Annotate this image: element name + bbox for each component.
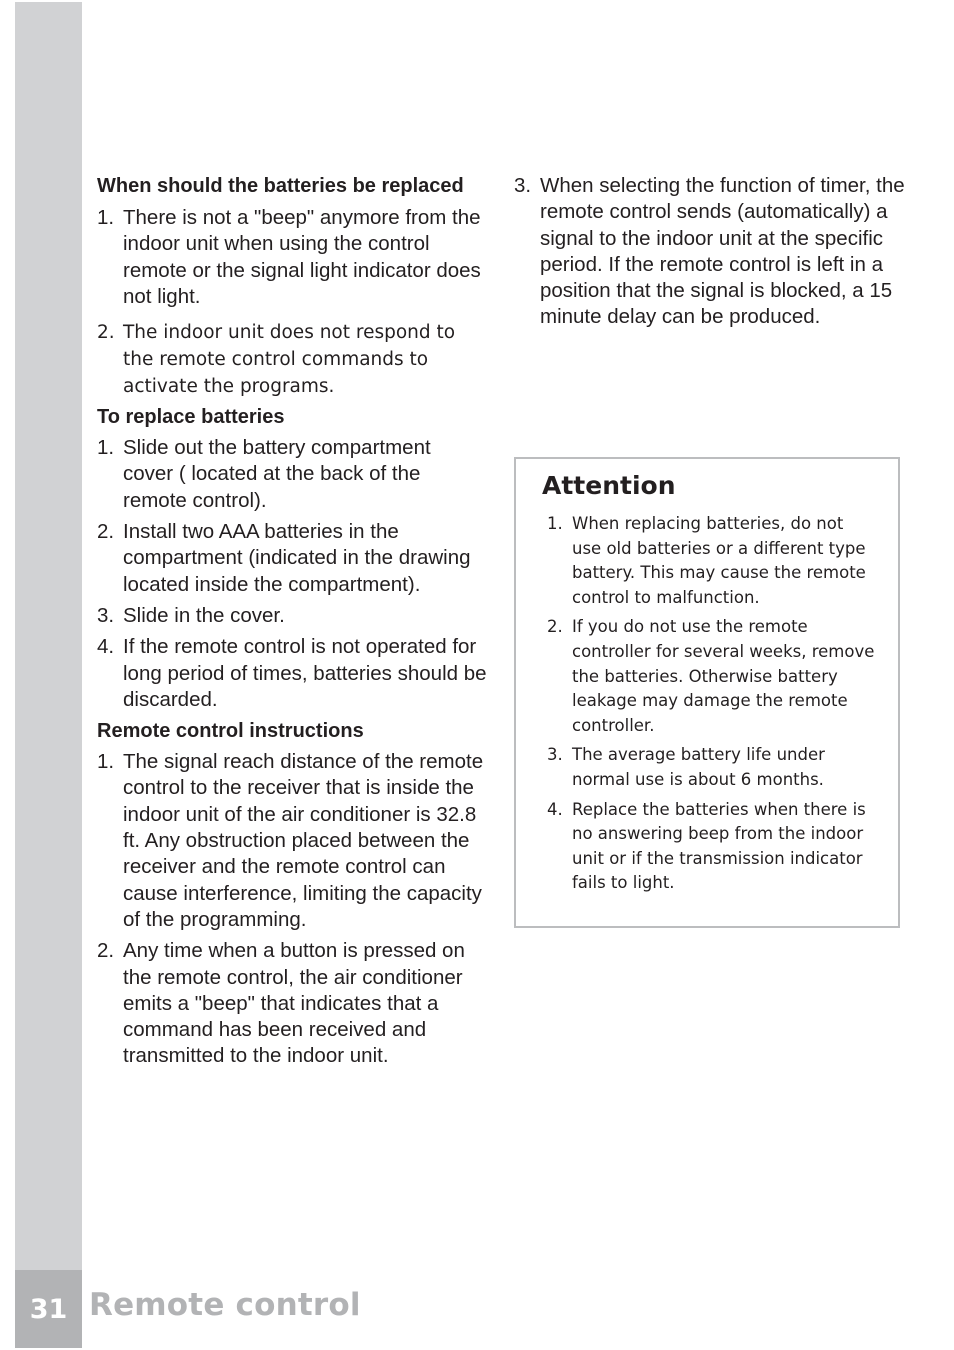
- left-column: [97, 173, 487, 1070]
- list-item: [97, 435, 487, 514]
- replace-when-list: [97, 205, 487, 400]
- list-item: [547, 512, 877, 610]
- list-item: [97, 319, 487, 400]
- item-text: Slide out the battery compartment cover ( located at the back of the remote control).: [123, 436, 431, 512]
- attention-box: [514, 457, 900, 928]
- instructions-list: [97, 749, 487, 1070]
- item-number: 1.: [97, 206, 115, 229]
- item-number: 2.: [97, 322, 115, 344]
- item-number: 4.: [547, 799, 563, 819]
- section-title: Remote control: [89, 1287, 361, 1323]
- to-replace-list: [97, 435, 487, 713]
- item-number: 3.: [547, 745, 563, 765]
- item-text: The average battery life under normal use is about 6 months.: [572, 745, 825, 789]
- item-text: Any time when a button is pressed on the remote control, the air conditioner emits a "beep" that indicates that a command has been received and transmitted to the indoor unit.: [123, 939, 465, 1068]
- item-number: 1.: [547, 514, 563, 533]
- item-number: 3.: [97, 603, 115, 627]
- instructions-list-continued: [514, 173, 909, 331]
- list-item: [514, 173, 909, 331]
- item-text: The signal reach distance of the remote control to the receiver that is inside the indoor unit of the air conditioner is 32.8 ft. Any obstruction placed between the receiver and the remote control can cause interference, limiting the capacity of the programming.: [123, 750, 484, 931]
- list-item: [97, 938, 487, 1069]
- side-bar-decoration: [15, 2, 82, 1270]
- item-text: There is not a "beep" anymore from the indoor unit when using the control remote or the signal light indicator does not light.: [123, 206, 481, 308]
- list-item: [97, 603, 487, 629]
- list-item: [97, 749, 487, 933]
- attention-title: Attention: [542, 471, 676, 500]
- item-text: When replacing batteries, do not use old batteries or a different type battery. This may cause the remote control to malfunction.: [572, 514, 866, 607]
- heading-instructions: Remote control instructions: [97, 720, 364, 743]
- item-text: Replace the batteries when there is no answering beep from the indoor unit or if the transmission indicator fails to light.: [572, 799, 866, 893]
- item-number: 2.: [97, 939, 115, 963]
- list-item: [97, 205, 487, 310]
- item-number: 2.: [97, 520, 115, 544]
- heading-to-replace: To replace batteries: [97, 406, 285, 429]
- item-number: 1.: [97, 436, 115, 460]
- item-number: 4.: [97, 635, 115, 659]
- item-text: If you do not use the remote controller for several weeks, remove the batteries. Otherwise battery leakage may damage the remote controller.: [572, 617, 875, 735]
- list-item: [547, 798, 877, 896]
- item-text: Install two AAA batteries in the compartment (indicated in the drawing located inside the compartment).: [123, 520, 471, 596]
- item-text: When selecting the function of timer, the remote control sends (automatically) a signal to the indoor unit at the specific period. If the remote control is left in a position that the signal is blocked, a 15 minute delay can be produced.: [540, 174, 905, 329]
- item-number: 3.: [514, 174, 532, 197]
- item-number: 2.: [547, 617, 563, 637]
- attention-list: [547, 512, 877, 896]
- list-item: [547, 615, 877, 738]
- item-text: The indoor unit does not respond to the remote control commands to activate the programs.: [123, 322, 456, 398]
- page-number: 31: [15, 1270, 82, 1348]
- item-text: Slide in the cover.: [123, 603, 285, 627]
- item-number: 1.: [97, 750, 115, 774]
- list-item: [97, 634, 487, 713]
- right-column: [514, 173, 909, 331]
- item-text: If the remote control is not operated for long period of times, batteries should be discarded.: [123, 635, 487, 711]
- list-item: [547, 743, 877, 792]
- heading-replace-when: When should the batteries be replaced: [97, 175, 464, 197]
- list-item: [97, 519, 487, 598]
